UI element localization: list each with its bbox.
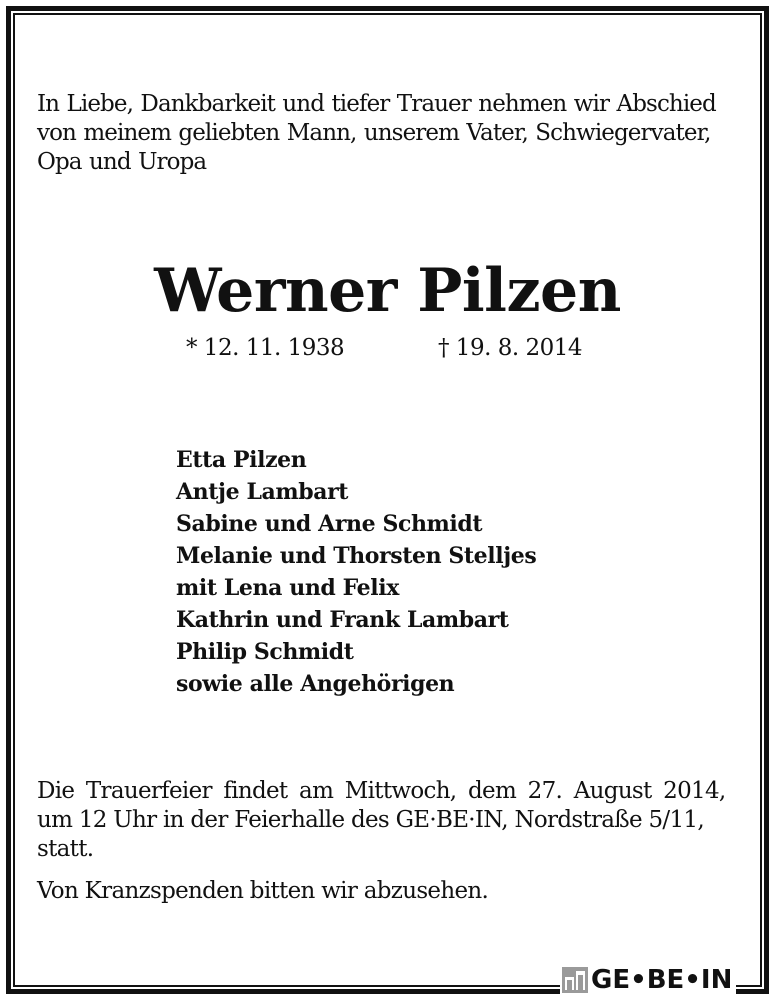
mourner-item: Antje Lambart [176, 479, 349, 505]
service-line: Die Trauerfeier findet am Mittwoch, dem 27. August 2014, [37, 778, 726, 804]
deceased-name: Werner Pilzen [154, 256, 621, 326]
service-text [37, 777, 757, 864]
mourner-item: sowie alle Angehörigen [176, 671, 455, 697]
intro-line: In Liebe, Dankbarkeit und tiefer Trauer nehmen wir Abschied [37, 91, 716, 117]
intro-line: Opa und Uropa [37, 149, 207, 175]
wreath-request: Von Kranzspenden bitten wir abzusehen. [37, 878, 489, 904]
service-line: statt. [37, 836, 94, 862]
intro-line: von meinem geliebten Mann, unserem Vater, Schwiegervater, [37, 120, 711, 146]
mourner-item: Melanie und Thorsten Stelljes [176, 543, 537, 569]
mourner-item: mit Lena und Felix [176, 575, 399, 601]
gebein-logo-icon [562, 967, 588, 993]
service-line: um 12 Uhr in der Feierhalle des GE·BE·IN, Nordstraße 5/11, [37, 807, 704, 833]
birth-date: * 12. 11. 1938 [186, 335, 345, 361]
mourner-item: Sabine und Arne Schmidt [176, 511, 483, 537]
mourners-list [176, 444, 536, 700]
intro-text [37, 90, 757, 177]
mourner-item: Etta Pilzen [176, 447, 307, 473]
mourner-item: Kathrin und Frank Lambart [176, 607, 509, 633]
gebein-logo-text: GE•BE•IN [591, 965, 733, 995]
death-date: † 19. 8. 2014 [438, 335, 582, 361]
gebein-logo [560, 962, 736, 998]
mourner-item: Philip Schmidt [176, 639, 354, 665]
